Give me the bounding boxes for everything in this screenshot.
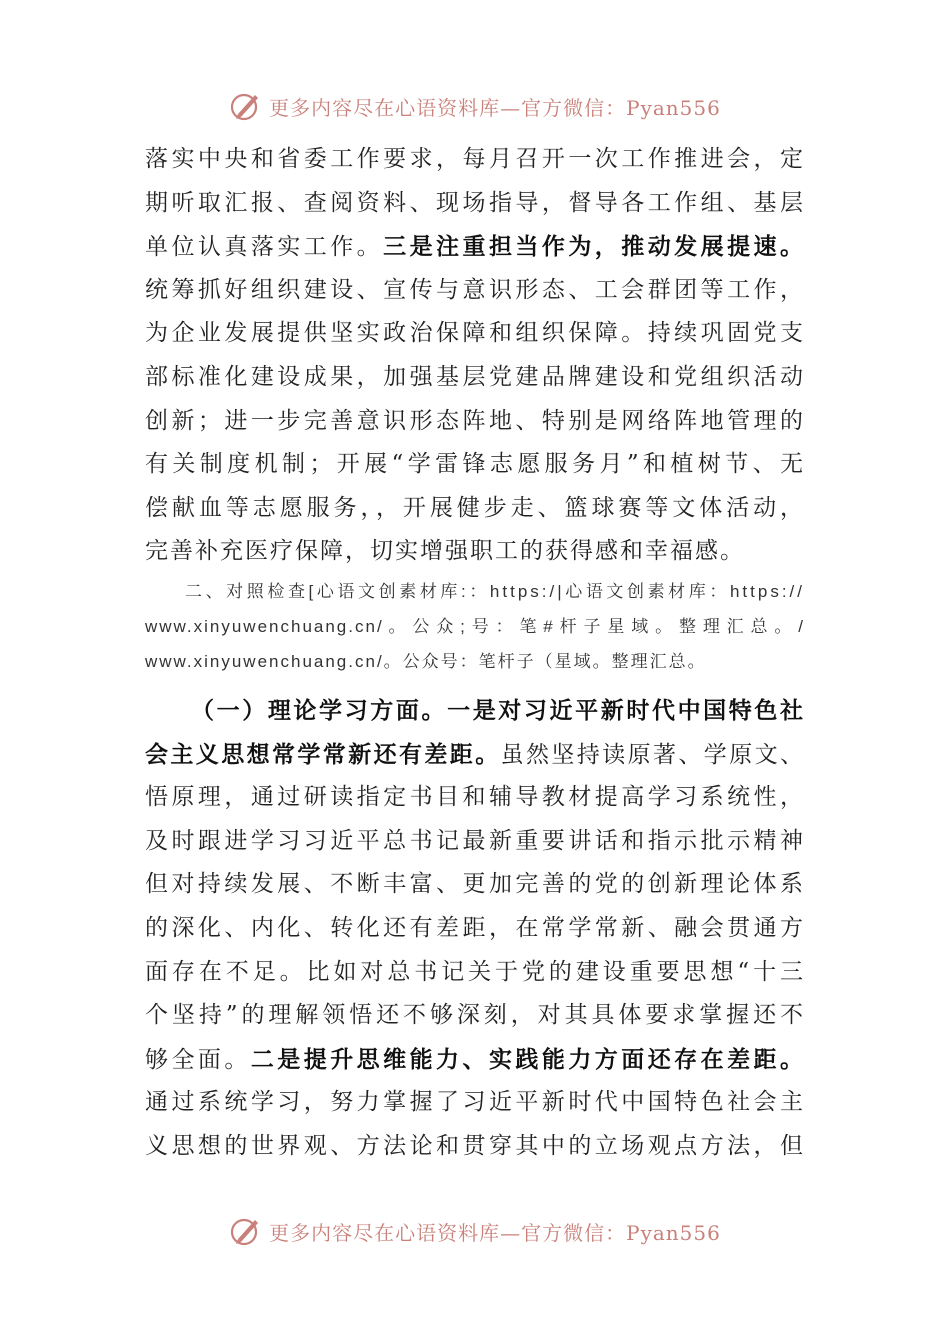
text-line: 完善补充医疗保障，切实增强职工的获得感和幸福感。 bbox=[145, 538, 745, 565]
text-segment: 虽然坚持读原著、学原文、 bbox=[500, 741, 806, 768]
text-segment: 够全面。 bbox=[145, 1046, 251, 1073]
text-line: 面存在不足。比如对总书记关于党的建设重要思想“十三 bbox=[145, 958, 805, 985]
subheading-line bbox=[145, 689, 805, 733]
text-line: 的深化、内化、转化还有差距，在常学常新、融会贯通方 bbox=[145, 914, 805, 941]
section-heading-line: www.xinyuwenchuang.cn/。公众;号：笔#杆子星域。整理汇总。/ bbox=[145, 616, 805, 636]
text-line: 创新；进一步完善意识形态阵地、特别是网络阵地管理的 bbox=[145, 407, 805, 434]
bold-heading: 二是提升思维能力、实践能力方面还存在差距。 bbox=[250, 1045, 806, 1073]
text-line: 有关制度机制；开展“学雷锋志愿服务月”和植树节、无 bbox=[145, 451, 805, 478]
text-line: 悟原理，通过研读指定书目和辅导教材提高学习系统性， bbox=[145, 784, 805, 811]
body-text bbox=[145, 138, 805, 1168]
text-line bbox=[145, 225, 805, 269]
section-heading-line: 二、对照检查[心语文创素材库:：https:/|心语文创素材库：https:// bbox=[185, 581, 805, 601]
watermark-header bbox=[0, 84, 950, 128]
bold-heading: （一）理论学习方面。一是对习近平新时代中国特色社 bbox=[191, 696, 805, 724]
text-line bbox=[145, 733, 805, 777]
text-line: 为企业发展提供坚实政治保障和组织保障。持续巩固党支 bbox=[145, 320, 805, 347]
text-line: 个坚持”的理解领悟还不够深刻，对其具体要求掌握还不 bbox=[145, 1002, 805, 1029]
text-line: 偿献血等志愿服务，，开展健步走、篮球赛等文体活动， bbox=[145, 494, 805, 521]
text-line: 但对持续发展、不断丰富、更加完善的党的创新理论体系 bbox=[145, 871, 805, 898]
bold-heading: 三是注重担当作为，推动发展提速。 bbox=[383, 233, 806, 261]
watermark-text: 更多内容尽在心语资料库—官方微信：Pyan556 bbox=[269, 95, 721, 120]
text-segment: 单位认真落实工作。 bbox=[145, 234, 384, 261]
text-line: 通过系统学习，努力掌握了习近平新时代中国特色社会主 bbox=[145, 1089, 805, 1116]
text-line: 统筹抓好组织建设、宣传与意识形态、工会群团等工作， bbox=[145, 276, 805, 303]
text-line: 义思想的世界观、方法论和贯穿其中的立场观点方法，但 bbox=[145, 1132, 805, 1159]
text-line: 落实中央和省委工作要求，每月召开一次工作推进会，定 bbox=[145, 146, 805, 172]
pen-logo-icon bbox=[229, 1214, 263, 1248]
text-line bbox=[145, 1038, 805, 1082]
watermark-text: 更多内容尽在心语资料库—官方微信：Pyan556 bbox=[269, 1220, 721, 1245]
section-heading-line: www.xinyuwenchuang.cn/。公众号：笔杆子（星域。整理汇总。 bbox=[145, 651, 707, 671]
text-line: 及时跟进学习习近平总书记最新重要讲话和指示批示精神 bbox=[145, 827, 805, 854]
pen-logo-icon bbox=[229, 89, 263, 123]
bold-heading: 会主义思想常学常新还有差距。 bbox=[145, 740, 501, 768]
text-line: 期听取汇报、查阅资料、现场指导，督导各工作组、基层 bbox=[145, 189, 805, 216]
watermark-footer bbox=[0, 1209, 950, 1253]
text-line: 部标准化建设成果，加强基层党建品牌建设和党组织活动 bbox=[145, 363, 805, 390]
